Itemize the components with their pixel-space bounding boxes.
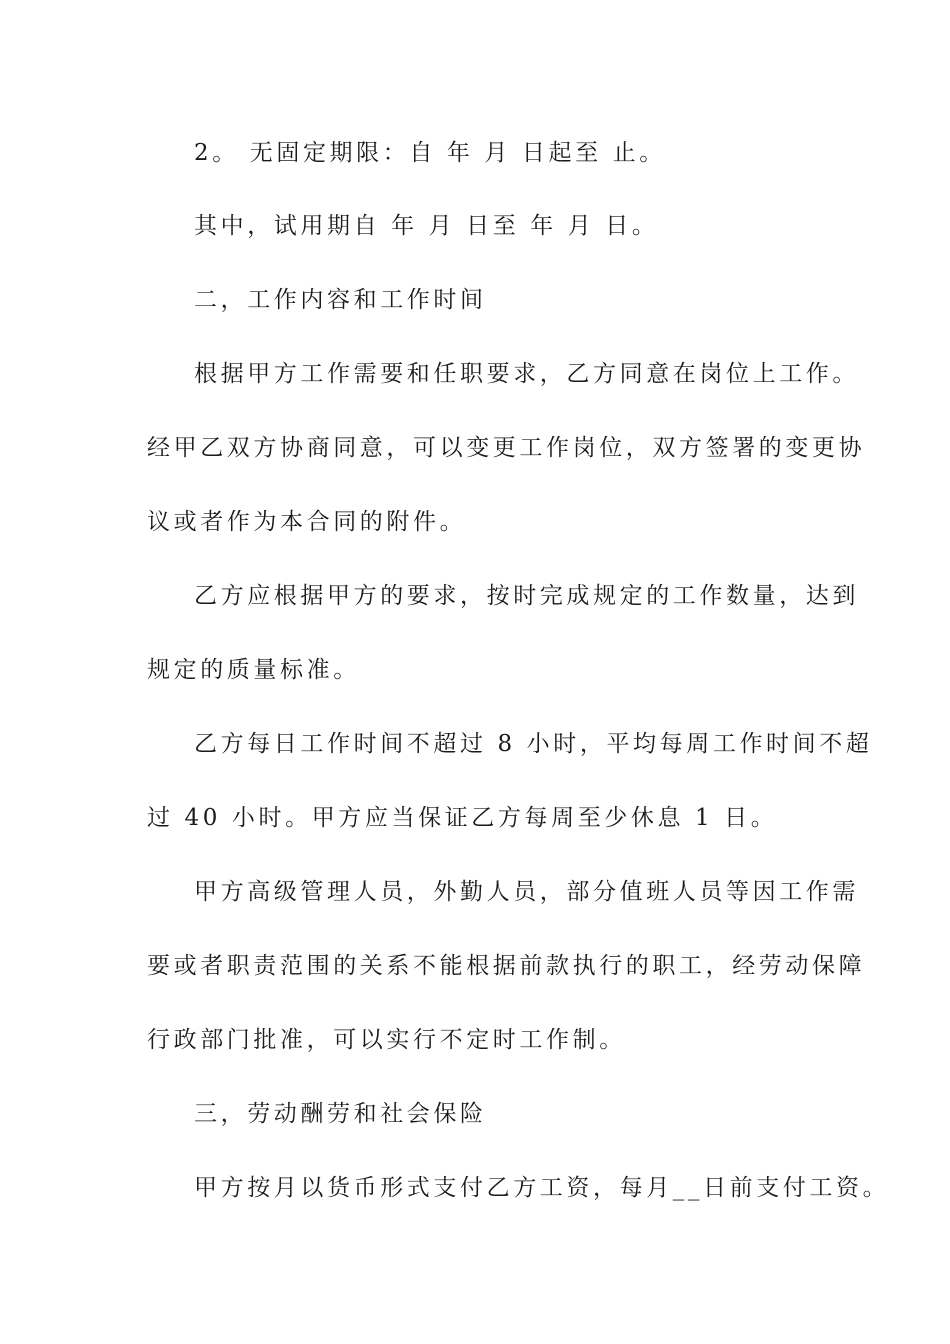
paragraph-line: 要或者职责范围的关系不能根据前款执行的职工，经劳动保障	[147, 953, 866, 979]
section-heading-compensation: 三，劳动酬劳和社会保险	[194, 1101, 487, 1127]
paragraph-line: 行政部门批准，可以实行不定时工作制。	[147, 1027, 626, 1053]
paragraph-line: 乙方应根据甲方的要求，按时完成规定的工作数量，达到	[194, 583, 859, 609]
paragraph-line: 过 40 小时。甲方应当保证乙方每周至少休息 1 日。	[147, 805, 778, 831]
paragraph-line: 乙方每日工作时间不超过 8 小时，平均每周工作时间不超	[194, 731, 873, 757]
paragraph-line: 甲方高级管理人员，外勤人员，部分值班人员等因工作需	[194, 879, 859, 905]
paragraph-line: 经甲乙双方协商同意，可以变更工作岗位，双方签署的变更协	[147, 435, 866, 461]
probation-period-line: 其中，试用期自 年 月 日至 年 月 日。	[194, 213, 659, 239]
paragraph-line: 议或者作为本合同的附件。	[147, 509, 467, 535]
paragraph-line: 规定的质量标准。	[147, 657, 360, 683]
paragraph-line: 甲方按月以货币形式支付乙方工资，每月__日前支付工资。	[194, 1175, 890, 1201]
section-heading-work-content: 二，工作内容和工作时间	[194, 287, 487, 313]
paragraph-line: 根据甲方工作需要和任职要求，乙方同意在岗位上工作。	[194, 361, 859, 387]
contract-term-indefinite: 2。 无固定期限：自 年 月 日起至 止。	[194, 140, 666, 166]
